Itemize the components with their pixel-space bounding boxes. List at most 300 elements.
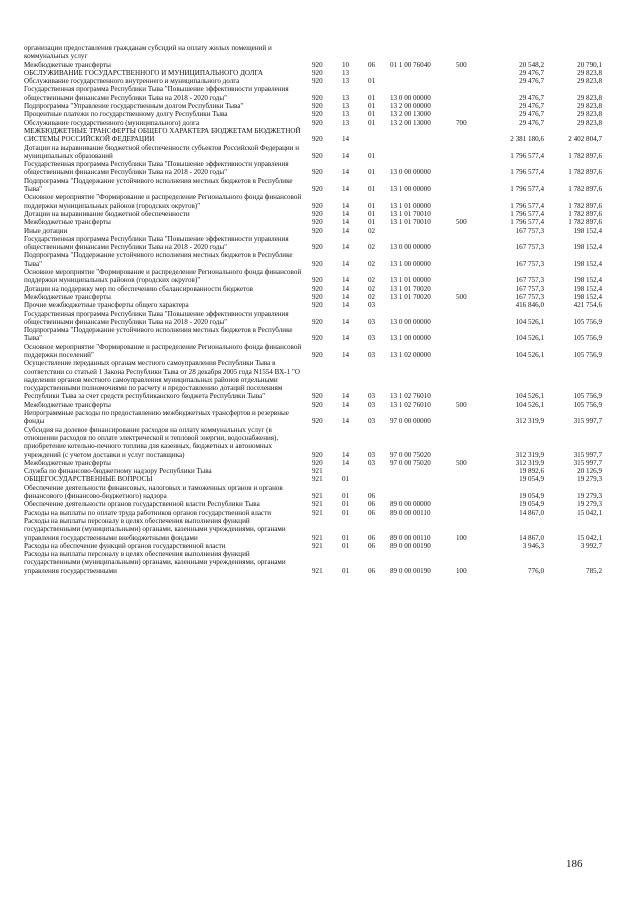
row-name: Подпрограмма "Поддержание устойчивого исполнения местных бюджетов в Республике Тыва": [24, 251, 293, 268]
row-name: Подпрограмма "Поддержание устойчивого исполнения местных бюджетов в Республике Тыва": [24, 326, 293, 343]
row-amount-2020: 1 782 897,6: [568, 151, 602, 160]
row-expense-type: [456, 227, 496, 235]
row-amount-2019: 14 867,0: [519, 508, 544, 517]
row-amount-2020: 198 152,4: [573, 284, 602, 293]
row-expense-type: [456, 85, 496, 102]
row-amount-2019: 104 526,1: [515, 350, 544, 359]
row-section: 14: [342, 350, 350, 359]
row-amount-2019: 14 867,0: [519, 533, 544, 542]
row-amount-2020: 19 279,3: [577, 475, 602, 484]
row-expense-type: [456, 359, 496, 400]
row-section: 14: [342, 259, 350, 268]
row-section: [340, 467, 368, 475]
row-name: Обслуживание государственного (муниципального) долга: [24, 118, 200, 127]
row-name: Основное мероприятие "Формирование и распределение Регионального фонда финансовой поддержки муниципальных районов (городских округов)": [24, 193, 302, 210]
row-amount-2020: 105 756,9: [573, 350, 602, 359]
row-name: Расходы на выплаты по оплате труда работников органов государственной власти: [24, 508, 272, 517]
row-ved: 921: [312, 533, 323, 542]
row-section: 14: [342, 400, 350, 409]
row-target-article: [390, 475, 456, 483]
row-amount-2019: [496, 44, 544, 61]
row-amount-2020: 105 756,9: [573, 392, 602, 401]
row-expense-type: [456, 285, 496, 293]
row-amount-2020: 19 279,3: [577, 500, 602, 509]
row-subsection: 06: [368, 566, 376, 575]
row-expense-type: [456, 326, 496, 343]
row-target-article: 13 1 01 00000: [390, 201, 431, 210]
row-section: 14: [342, 135, 350, 144]
table-row: [24, 310, 602, 327]
row-name: ОБЩЕГОСУДАРСТВЕННЫЕ ВОПРОСЫ: [24, 475, 153, 484]
row-expense-type: [456, 467, 496, 475]
row-expense-type: [456, 268, 496, 285]
row-name: Дотации на выравнивание бюджетной обеспеченности: [24, 209, 190, 218]
row-subsection: 02: [368, 259, 376, 268]
row-expense-type: [456, 409, 496, 426]
row-section: 14: [342, 168, 350, 177]
row-amount-2019: 19 054,9: [519, 492, 544, 501]
row-target-article: 13 1 00 00000: [390, 334, 431, 343]
row-ved: 920: [312, 458, 323, 467]
row-target-article: [390, 44, 456, 61]
row-expense-type: 100: [456, 566, 467, 575]
row-ved: 920: [312, 392, 323, 401]
table-row: [24, 210, 602, 218]
table-row: [24, 426, 602, 459]
row-subsection: 06: [368, 508, 376, 517]
row-amount-2020: 105 756,9: [573, 317, 602, 326]
row-name: Межбюджетные трансферты: [24, 292, 111, 301]
row-expense-type: 500: [456, 458, 467, 467]
row-ved: 920: [312, 226, 323, 235]
row-expense-type: [456, 542, 496, 550]
row-amount-2019: 29 476,7: [519, 110, 544, 119]
row-target-article: 13 1 00 00000: [390, 259, 431, 268]
budget-table-body: [24, 44, 602, 575]
row-ved: 921: [312, 508, 323, 517]
row-expense-type: [456, 177, 496, 194]
row-subsection: 01: [368, 201, 376, 210]
row-amount-2020: 198 152,4: [573, 243, 602, 252]
row-amount-2019: 104 526,1: [515, 400, 544, 409]
row-target-article: [390, 301, 456, 309]
row-ved: 920: [312, 135, 323, 144]
row-name: Обслуживание государственного внутреннего и муниципального долга: [24, 77, 240, 86]
row-target-article: [390, 127, 456, 144]
row-section: 14: [342, 334, 350, 343]
row-amount-2019: 19 054,9: [519, 475, 544, 484]
row-subsection: 01: [368, 209, 376, 218]
row-ved: 920: [312, 450, 323, 459]
row-target-article: [390, 69, 456, 77]
row-ved: 920: [312, 334, 323, 343]
row-expense-type: [456, 77, 496, 85]
row-target-article: 97 0 00 75020: [390, 458, 431, 467]
row-target-article: 13 1 01 70010: [390, 218, 431, 227]
row-target-article: [390, 77, 456, 85]
row-section: 14: [342, 317, 350, 326]
row-ved: 920: [312, 60, 323, 69]
row-section: 13: [342, 110, 350, 119]
row-ved: 921: [312, 492, 323, 501]
row-ved: 920: [312, 151, 323, 160]
row-amount-2020: 29 823,8: [577, 110, 602, 119]
table-row: [24, 293, 602, 301]
row-amount-2020: 198 152,4: [573, 276, 602, 285]
row-name: Государственная программа Республики Тыва "Повышение эффективности управления общественными финансами Республики Тыва на 2018 - 2020 годы": [24, 309, 289, 326]
row-name: Государственная программа Республики Тыва "Повышение эффективности управления общественными финансами Республики Тыва на 2018 - 2020 годы": [24, 85, 289, 102]
row-amount-2020: 1 782 897,6: [568, 168, 602, 177]
row-section: 14: [342, 185, 350, 194]
table-row: [24, 475, 602, 483]
row-section: 14: [342, 417, 350, 426]
row-ved: 920: [312, 276, 323, 285]
row-expense-type: [456, 127, 496, 144]
row-ved: 920: [312, 259, 323, 268]
table-row: [24, 542, 602, 550]
table-row: [24, 110, 602, 118]
row-target-article: 89 0 00 00190: [390, 541, 431, 550]
row-section: 01: [342, 541, 350, 550]
row-expense-type: [456, 160, 496, 177]
row-subsection: 02: [368, 243, 376, 252]
row-target-article: [390, 467, 456, 475]
row-ved: 920: [312, 350, 323, 359]
row-amount-2020: 20 790,1: [577, 60, 602, 69]
table-row: [24, 268, 602, 285]
row-target-article: 13 1 01 00000: [390, 276, 431, 285]
table-row: [24, 144, 602, 161]
row-target-article: [390, 484, 456, 501]
row-name: Обеспечение деятельности финансовых, налоговых и таможенных органов и органов финансового (финансово-бюджетного) надзора: [24, 483, 283, 501]
row-subsection: [368, 475, 390, 483]
row-name: Подпрограмма "Управление государственным долгом Республики Тыва": [24, 102, 244, 111]
row-name: Обеспечение деятельности органов государственной власти Республики Тыва: [24, 500, 260, 509]
row-subsection: [368, 467, 390, 475]
row-subsection: 01: [368, 168, 376, 177]
row-target-article: 13 1 02 76010: [390, 400, 431, 409]
row-ved: 920: [312, 209, 323, 218]
row-ved: 921: [312, 541, 323, 550]
row-amount-2019: 312 319,9: [515, 450, 544, 459]
table-row: [24, 467, 602, 475]
row-amount-2020: 315 997,7: [573, 417, 602, 426]
row-name: Основное мероприятие "Формирование и распределение Регионального фонда финансовой поддержки муниципальных районов (городских округов)": [24, 268, 302, 285]
row-subsection: [368, 69, 390, 77]
table-row: [24, 102, 602, 110]
row-section: 14: [342, 201, 350, 210]
row-amount-2019: 1 796 577,4: [510, 185, 544, 194]
row-amount-2019: 312 319,9: [515, 417, 544, 426]
row-name: Субсидия на долевое финансирование расходов на оплату коммунальных услуг (в отношении расходов по оплате электрической и тепловой энергии, водоснабжения), приобретение котельно-печного топлива для казенных, бюджетных и автономных учреждений (с учетом доставки и услуг поставщика): [24, 425, 279, 459]
row-amount-2020: [544, 44, 602, 61]
table-row: [24, 459, 602, 467]
row-section: 14: [342, 209, 350, 218]
row-section: 13: [342, 102, 350, 111]
table-row: [24, 509, 602, 517]
row-subsection: 03: [368, 301, 376, 310]
row-section: 14: [342, 392, 350, 401]
row-amount-2019: 167 757,3: [515, 284, 544, 293]
row-amount-2019: 776,0: [528, 566, 544, 575]
row-amount-2019: 29 476,7: [519, 93, 544, 102]
row-amount-2019: 104 526,1: [515, 392, 544, 401]
row-name: Расходы на выплаты персоналу в целях обеспечения выполнения функций государственными (муниципальными) органами, казенными учреждениями, органами управления государственными: [24, 550, 286, 575]
row-section: 01: [342, 533, 350, 542]
row-ved: 920: [312, 301, 323, 310]
row-expense-type: 500: [456, 400, 467, 409]
row-amount-2020: 315 997,7: [573, 458, 602, 467]
table-row: [24, 85, 602, 102]
row-subsection: [368, 127, 390, 144]
row-section: 01: [342, 566, 350, 575]
row-name: Межбюджетные трансферты: [24, 218, 111, 227]
row-expense-type: [456, 44, 496, 61]
row-name: Осуществление переданных органам местного самоуправления Республики Тыва в соответствии со статьей 1 Закона Республики Тыва от 28 декабря 2005 года N1554 ВХ-1 "О наделении органов местного самоуправления муниципальных районов отдельными государственными полномочиями по расчету и предоставлению дотаций поселениям Республики Тыва за счет средств республиканского бюджета Республики Тыва": [24, 359, 300, 401]
row-ved: 920: [312, 185, 323, 194]
row-section: 13: [342, 77, 350, 86]
row-amount-2019: 3 946,3: [522, 541, 544, 550]
row-target-article: 89 0 00 00110: [390, 508, 431, 517]
row-section: 01: [342, 475, 350, 484]
row-ved: 920: [312, 168, 323, 177]
page-number: 186: [566, 858, 583, 870]
row-amount-2019: 416 846,0: [515, 301, 544, 310]
row-target-article: 13 2 00 13000: [390, 110, 431, 119]
row-ved: 920: [312, 110, 323, 119]
table-row: [24, 193, 602, 210]
table-row: [24, 227, 602, 235]
row-ved: 920: [312, 243, 323, 252]
row-section: 14: [342, 218, 350, 227]
row-amount-2019: 1 796 577,4: [510, 168, 544, 177]
row-amount-2019: 1 796 577,4: [510, 151, 544, 160]
row-subsection: 06: [368, 533, 376, 542]
table-row: [24, 484, 602, 501]
row-section: 14: [342, 450, 350, 459]
row-name: Государственная программа Республики Тыва "Повышение эффективности управления общественными финансами Республики Тыва на 2018 - 2020 годы": [24, 160, 289, 177]
table-row: [24, 251, 602, 268]
row-subsection: 01: [368, 77, 376, 86]
row-amount-2019: 167 757,3: [515, 276, 544, 285]
table-row: [24, 127, 602, 144]
row-ved: 920: [312, 68, 323, 77]
row-target-article: 13 0 00 00000: [390, 243, 431, 252]
row-amount-2020: 29 823,8: [577, 68, 602, 77]
row-expense-type: [456, 235, 496, 252]
row-target-article: 13 0 00 00000: [390, 168, 431, 177]
row-ved: 920: [312, 201, 323, 210]
row-ved: 921: [312, 566, 323, 575]
row-expense-type: [456, 475, 496, 483]
table-row: [24, 343, 602, 360]
row-expense-type: [456, 144, 496, 161]
row-subsection: 01: [368, 93, 376, 102]
row-amount-2020: 1 782 897,6: [568, 218, 602, 227]
table-row: [24, 359, 602, 400]
row-section: 01: [342, 508, 350, 517]
row-amount-2020: 785,2: [586, 566, 602, 575]
row-expense-type: 700: [456, 118, 467, 127]
row-ved: 920: [312, 93, 323, 102]
table-row: [24, 61, 602, 69]
table-row: [24, 44, 602, 61]
row-target-article: 13 0 00 00000: [390, 93, 431, 102]
row-amount-2019: 2 381 180,6: [510, 135, 544, 144]
row-subsection: 02: [368, 292, 376, 301]
row-subsection: 06: [368, 60, 376, 69]
table-row: [24, 177, 602, 194]
row-name: МЕЖБЮДЖЕТНЫЕ ТРАНСФЕРТЫ ОБЩЕГО ХАРАКТЕРА БЮДЖЕТАМ БЮДЖЕТНОЙ СИСТЕМЫ РОССИЙСКОЙ ФЕДЕРАЦИИ: [24, 126, 301, 144]
table-row: [24, 69, 602, 77]
row-amount-2019: 1 796 577,4: [510, 209, 544, 218]
row-subsection: 01: [368, 218, 376, 227]
row-ved: 920: [312, 118, 323, 127]
row-subsection: 03: [368, 350, 376, 359]
row-subsection: [368, 44, 390, 61]
row-amount-2019: 20 548,2: [519, 60, 544, 69]
row-target-article: 89 0 00 00000: [390, 500, 431, 509]
row-amount-2020: 29 823,8: [577, 102, 602, 111]
row-amount-2019: 167 757,3: [515, 243, 544, 252]
row-amount-2020: 315 997,7: [573, 450, 602, 459]
row-amount-2019: 1 796 577,4: [510, 201, 544, 210]
row-amount-2020: 105 756,9: [573, 334, 602, 343]
row-subsection: 02: [368, 226, 376, 235]
row-subsection: 03: [368, 317, 376, 326]
row-expense-type: [456, 110, 496, 118]
row-amount-2019: 29 476,7: [519, 77, 544, 86]
row-target-article: [390, 144, 456, 161]
table-row: [24, 160, 602, 177]
row-subsection: 01: [368, 102, 376, 111]
row-section: 13: [342, 118, 350, 127]
row-amount-2019: 29 476,7: [519, 118, 544, 127]
row-subsection: 03: [368, 400, 376, 409]
row-amount-2019: 167 757,3: [515, 292, 544, 301]
row-target-article: 13 1 01 70020: [390, 284, 431, 293]
row-target-article: 13 1 02 00000: [390, 350, 431, 359]
row-subsection: 03: [368, 458, 376, 467]
row-subsection: 06: [368, 500, 376, 509]
table-row: [24, 301, 602, 309]
row-section: [340, 44, 368, 61]
row-expense-type: [456, 301, 496, 309]
row-amount-2020: 19 279,3: [577, 492, 602, 501]
row-ved: 920: [312, 292, 323, 301]
row-name: Процентные платежи по государственному долгу Республики Тыва: [24, 110, 228, 119]
row-section: 14: [342, 243, 350, 252]
row-section: 10: [342, 60, 350, 69]
row-target-article: 89 0 00 00110: [390, 533, 431, 542]
row-expense-type: 100: [456, 533, 467, 542]
row-name: Расходы на выплаты персоналу в целях обеспечения выполнения функций государственными (муниципальными) органами, казенными учреждениями, органами управления государственными внебюджетными фондами: [24, 516, 286, 542]
row-subsection: 03: [368, 450, 376, 459]
row-target-article: 97 0 00 00000: [390, 417, 431, 426]
row-subsection: 03: [368, 392, 376, 401]
row-subsection: 06: [368, 492, 376, 501]
row-amount-2020: 198 152,4: [573, 259, 602, 268]
row-ved: 920: [312, 417, 323, 426]
row-name: Прочие межбюджетные трансферты общего характера: [24, 301, 189, 310]
row-amount-2019: 19 892,6: [519, 467, 544, 476]
row-subsection: 02: [368, 276, 376, 285]
table-row: [24, 409, 602, 426]
row-amount-2020: 1 782 897,6: [568, 209, 602, 218]
row-amount-2020: 198 152,4: [573, 292, 602, 301]
row-subsection: 01: [368, 185, 376, 194]
row-subsection: 03: [368, 417, 376, 426]
row-ved: 920: [312, 77, 323, 86]
row-subsection: 06: [368, 541, 376, 550]
row-name: Дотации на поддержку мер по обеспечению сбалансированности бюджетов: [24, 284, 254, 293]
row-amount-2020: 421 754,6: [573, 301, 602, 310]
row-expense-type: 500: [456, 218, 467, 227]
row-expense-type: [456, 251, 496, 268]
row-subsection: 01: [368, 110, 376, 119]
row-amount-2019: 167 757,3: [515, 259, 544, 268]
row-expense-type: [456, 310, 496, 327]
row-amount-2020: 1 782 897,6: [568, 201, 602, 210]
table-row: [24, 401, 602, 409]
row-ved: 920: [312, 102, 323, 111]
row-target-article: 13 1 00 00000: [390, 185, 431, 194]
row-expense-type: [456, 500, 496, 508]
row-amount-2020: 29 823,8: [577, 93, 602, 102]
row-section: 01: [342, 500, 350, 509]
table-row: [24, 235, 602, 252]
row-ved: 921: [312, 475, 323, 484]
row-expense-type: [456, 193, 496, 210]
row-ved: 920: [312, 317, 323, 326]
table-row: [24, 77, 602, 85]
row-target-article: 13 1 02 76010: [390, 392, 431, 401]
table-row: [24, 218, 602, 226]
row-ved: 921: [312, 500, 323, 509]
row-subsection: 03: [368, 334, 376, 343]
row-amount-2020: 15 042,1: [577, 533, 602, 542]
row-amount-2020: 2 402 804,7: [568, 135, 602, 144]
row-amount-2019: 312 319,9: [515, 458, 544, 467]
row-amount-2020: 29 823,8: [577, 118, 602, 127]
row-target-article: 13 0 00 00000: [390, 317, 431, 326]
table-row: [24, 550, 602, 575]
row-name: Служба по финансово-бюджетному надзору Республики Тыва: [24, 467, 212, 476]
row-name: Иные дотации: [24, 226, 68, 235]
row-target-article: [390, 227, 456, 235]
row-ved: 920: [312, 284, 323, 293]
row-name: Межбюджетные трансферты: [24, 400, 111, 409]
table-row: [24, 500, 602, 508]
row-ved: 921: [312, 467, 323, 476]
row-expense-type: 500: [456, 60, 467, 69]
row-target-article: 97 0 00 75020: [390, 450, 431, 459]
row-amount-2020: 20 126,9: [577, 467, 602, 476]
row-target-article: 13 1 01 70020: [390, 292, 431, 301]
row-name: Государственная программа Республики Тыва "Повышение эффективности управления общественными финансами Республики Тыва на 2018 - 2020 годы": [24, 234, 289, 252]
row-amount-2020: 15 042,1: [577, 508, 602, 517]
row-name: Непрограммные расходы по предоставлению межбюджетных трансфертов и резервные фонды: [24, 409, 289, 426]
row-name: организации предоставления гражданам субсидий на оплату жилых помещений и коммунальных услуг: [24, 44, 272, 61]
table-row: [24, 285, 602, 293]
row-name: Дотации на выравнивание бюджетной обеспеченности субъектов Российской Федерации и муниципальных образований: [24, 143, 300, 160]
row-expense-type: [456, 210, 496, 218]
row-expense-type: [456, 102, 496, 110]
row-amount-2020: 29 823,8: [577, 77, 602, 86]
budget-table: [24, 44, 602, 575]
row-section: 01: [342, 492, 350, 501]
row-amount-2019: 104 526,1: [515, 317, 544, 326]
